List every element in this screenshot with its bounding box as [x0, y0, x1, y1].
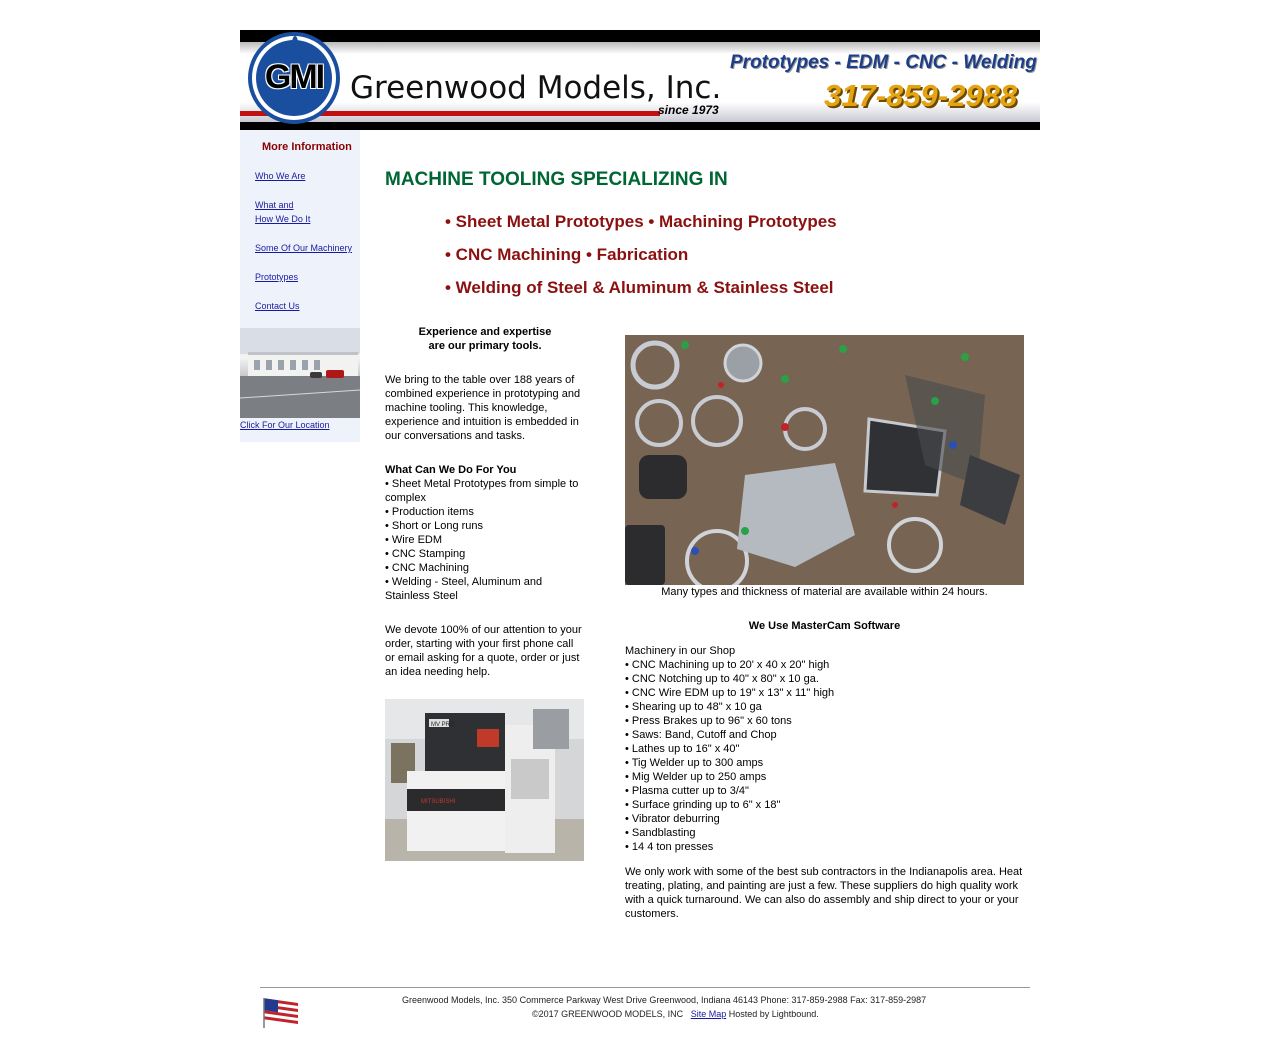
specialty-line-1: • Sheet Metal Prototypes • Machining Prototypes	[445, 212, 837, 231]
intro-line-1: Experience and expertise	[418, 326, 552, 338]
page-title: MACHINE TOOLING SPECIALIZING IN	[385, 169, 728, 190]
footer-copyright: ©2017 GREENWOOD MODELS, INC	[532, 1009, 684, 1019]
service-item: • CNC Stamping	[385, 548, 466, 560]
machinery-item: • Shearing up to 48" x 10 ga	[625, 701, 762, 713]
machinery-title: Machinery in our Shop	[625, 645, 736, 657]
us-flag-icon	[262, 996, 300, 1030]
machinery-item: • CNC Machining up to 20' x 40 x 20" high	[625, 659, 830, 671]
site-map-link[interactable]: Site Map	[690, 1009, 727, 1019]
machinery-list	[625, 644, 1025, 854]
tagline: Prototypes - EDM - CNC - Welding	[730, 52, 1037, 73]
sidebar-item-prototypes[interactable]: Prototypes	[255, 272, 299, 282]
machinery-item: • Surface grinding up to 6" x 18"	[625, 799, 781, 811]
service-item: • Wire EDM	[385, 534, 443, 546]
intro-line-2: are our primary tools.	[428, 340, 542, 352]
machinery-item: • Tig Welder up to 300 amps	[625, 757, 764, 769]
sidebar-item-how-we-do-it[interactable]: How We Do It	[255, 214, 311, 224]
machinery-item: • Mig Welder up to 250 amps	[625, 771, 767, 783]
banner-top-bar	[240, 30, 1040, 42]
machinery-item: • Plasma cutter up to 3/4"	[625, 785, 749, 797]
sidebar-item-contact-us[interactable]: Contact Us	[255, 301, 300, 311]
sidebar-item-who-we-are[interactable]: Who We Are	[255, 171, 306, 181]
service-item: • Sheet Metal Prototypes from simple to complex	[385, 478, 579, 504]
footer-hosted: Hosted by Lightbound.	[728, 1009, 819, 1019]
company-name: Greenwood Models, Inc.	[350, 70, 722, 106]
sidebar-item-machinery[interactable]: Some Of Our Machinery	[255, 243, 353, 253]
logo-text: GMI	[264, 58, 324, 96]
prototype-parts-photo	[625, 335, 1024, 585]
footer-divider	[260, 987, 1030, 988]
machinery-item: • Lathes up to 16" x 40"	[625, 743, 740, 755]
footer-copyright-line	[532, 1009, 819, 1019]
service-item: • Short or Long runs	[385, 520, 484, 532]
footer-address: Greenwood Models, Inc. 350 Commerce Parkway West Drive Greenwood, Indiana 46143 Phone: 317-859-2988 Fax: 317-859-2987	[402, 995, 927, 1005]
machinery-item: • Press Brakes up to 96" x 60 tons	[625, 715, 792, 727]
software-title: We Use MasterCam Software	[748, 620, 901, 632]
specialty-line-3: • Welding of Steel & Aluminum & Stainless Steel	[445, 278, 834, 297]
since-year: since 1973	[658, 103, 719, 117]
intro-heading	[385, 325, 585, 353]
header-banner	[240, 30, 1040, 130]
machinery-item: • CNC Wire EDM up to 19" x 13" x 11" high	[625, 687, 835, 699]
banner-bottom-bar	[240, 122, 1040, 130]
service-item: • CNC Machining	[385, 562, 469, 574]
wire-edm-machine-photo	[385, 699, 584, 861]
subcontractors-paragraph: We only work with some of the best sub contractors in the Indianapolis area. Heat treating, plating, and painting are just a few. These suppliers do high quality work with a quick turnaround. We can also do assembly and ship direct to your or your customers.	[625, 866, 1023, 920]
sidebar-title: More Information	[262, 141, 352, 153]
location-photo[interactable]	[240, 328, 360, 418]
edm-brand-label: MITSUBISHI	[421, 799, 456, 805]
machinery-item: • Saws: Band, Cutoff and Chop	[625, 729, 777, 741]
machinery-item: • Vibrator deburring	[625, 813, 720, 825]
machinery-item: • CNC Notching up to 40" x 80" x 10 ga.	[625, 673, 819, 685]
services-section	[385, 463, 585, 603]
sidebar-item-what-and[interactable]: What and	[255, 200, 294, 210]
header-phone: 317-859-2988	[824, 78, 1018, 113]
logo-drop-icon	[292, 36, 298, 50]
intro-paragraph: We bring to the table over 188 years of combined experience in prototyping and machine tooling. This knowledge, experience and intuition is embedded in our conversations and tasks.	[385, 374, 581, 442]
location-link[interactable]: Click For Our Location	[240, 420, 330, 430]
service-item: • Welding - Steel, Aluminum and Stainless Steel	[385, 576, 543, 602]
edm-model-label: MV PRO	[431, 722, 455, 728]
machinery-item: • Sandblasting	[625, 827, 696, 839]
service-item: • Production items	[385, 506, 474, 518]
attention-paragraph: We devote 100% of our attention to your order, starting with your first phone call or email asking for a quote, order or just an idea needing help.	[385, 624, 582, 678]
photo-caption: Many types and thickness of material are available within 24 hours.	[661, 586, 988, 598]
services-title: What Can We Do For You	[385, 464, 517, 476]
machinery-item: • 14 4 ton presses	[625, 841, 714, 853]
specialty-line-2: • CNC Machining • Fabrication	[445, 245, 689, 264]
